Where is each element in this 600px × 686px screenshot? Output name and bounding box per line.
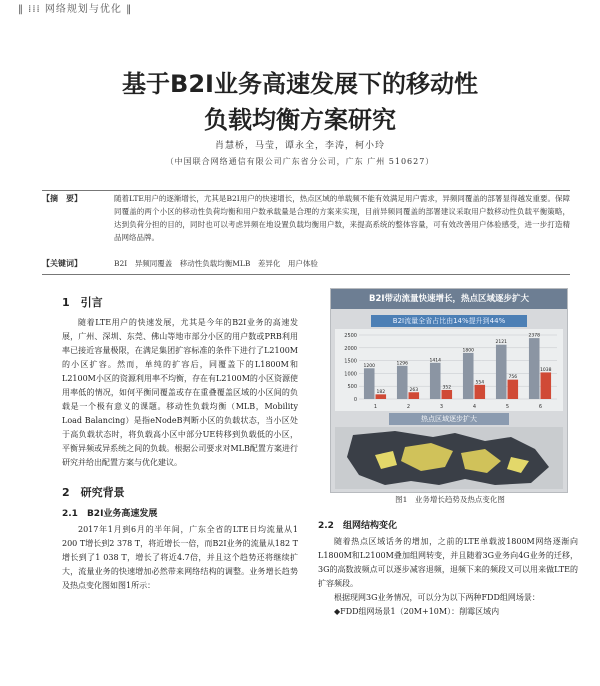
hotspot-map bbox=[335, 427, 563, 489]
section-2-1-paragraph: 2017年1月到6月的半年间，广东全省的LTE日均流量从1 200 T增长到2 378 T，将近增长一倍，而B2I业务的流量从182 T增长到了1 038 T，增长了将近4.7倍，并且这个趋势还将继续扩大，流量业务的快速增加必然带来网络结构的调整。业务增长趋势及热点变化图如图1所示： bbox=[62, 525, 298, 590]
section-2-2-paragraph-2: 根据现网3G业务情况，可以分为以下两种FDD组网场景： bbox=[334, 593, 540, 602]
data-label: 756 bbox=[508, 375, 518, 381]
data-label: 1200 bbox=[363, 363, 375, 369]
y-tick-label: 1000 bbox=[344, 371, 357, 378]
section-1-paragraph: 随着LTE用户的快速发展，尤其是今年的B2I业务的高速发展，广州、深圳、东莞、佛山等地市部分小区的用户数或PRB利用率已接近容量极限，在满足集团扩容标准的条件下进行了L2100M的小区扩容。然而，单纯的扩容后，同覆盖下的L1800M和L2100M小区的资源利用率不均衡，存在有L2100M的小区资源使用率低的情况，如何平衡同覆盖或存在重叠覆盖区域的小区间的负载是一个极有意义的课题。移动性负载均衡（MLB，Mobility Load Balancing）是指eNodeB判断小区的负载状态，当小区处于高负载状态时，将负载高小区中部分UE转移到负载低的小区，平衡异频或异系统之间的负载。根据公司要求对MLB配置方案进行研究并给出配置方案与优化建议。 bbox=[62, 318, 298, 467]
keywords-label: 【关键词】 bbox=[42, 259, 82, 268]
bar-b2i bbox=[376, 394, 387, 399]
data-label: 2378 bbox=[528, 333, 540, 339]
bar-lte bbox=[430, 363, 441, 399]
figure-1 bbox=[330, 288, 568, 493]
bar-lte bbox=[397, 366, 408, 399]
data-label: 1800 bbox=[462, 348, 474, 354]
abstract-text: 随着LTE用户的逐渐增长，尤其是B2I用户的快速增长，热点区域的单载频不能有效满足用户需求，异频同覆盖的部署显得越发重要。保障同覆盖的两个小区的移动性负荷均衡和用户数承载量是合理的方案来实现，目前异频同覆盖的部署建议采取用户数移动性负载平衡策略，达到负荷分担的目的，同时也可以考虑异频在地设置负载均衡用户数，来提高系统的整体容量，可有效改善用户体验感受，进一步打造精品网络品牌。 bbox=[114, 194, 570, 242]
left-column bbox=[62, 290, 298, 593]
data-label: 263 bbox=[409, 387, 419, 393]
y-tick-label: 500 bbox=[347, 384, 357, 391]
paper-title-line2: 负载均衡方案研究 bbox=[204, 106, 396, 134]
abstract-top-divider bbox=[42, 190, 570, 191]
y-tick-label: 0 bbox=[353, 397, 357, 403]
abstract-label: 【摘 要】 bbox=[42, 194, 82, 203]
section-1-heading: 1 引言 bbox=[62, 296, 103, 309]
x-tick-label: 1 bbox=[373, 404, 378, 410]
bar-lte bbox=[463, 353, 474, 399]
data-label: 1414 bbox=[429, 358, 441, 364]
y-tick-label: 2500 bbox=[344, 333, 357, 339]
bar-b2i bbox=[508, 380, 519, 399]
data-label: 2121 bbox=[495, 340, 507, 346]
data-label: 182 bbox=[376, 389, 386, 395]
bar-b2i bbox=[409, 392, 420, 399]
authors: 肖慧桥，马莹，谭永全，李涛，柯小玲 bbox=[214, 141, 385, 151]
right-column bbox=[318, 514, 578, 619]
bar-b2i bbox=[475, 385, 486, 399]
bar-lte bbox=[496, 345, 507, 399]
data-label: 1296 bbox=[396, 361, 408, 367]
journal-header-tag: ‖ ⁞⁞⁞ 网络规划与优化 ‖ bbox=[18, 4, 133, 15]
section-2-2-heading: 2.2 组网结构变化 bbox=[318, 521, 397, 531]
abstract-block bbox=[42, 192, 570, 244]
bar-lte bbox=[529, 338, 540, 399]
bar-b2i bbox=[541, 372, 552, 399]
x-tick-label: 6 bbox=[538, 404, 543, 410]
x-tick-label: 5 bbox=[505, 404, 510, 410]
bar-b2i bbox=[442, 390, 453, 399]
x-tick-label: 2 bbox=[406, 404, 411, 410]
section-2-1-heading: 2.1 B2I业务高速发展 bbox=[62, 509, 158, 519]
keywords-block bbox=[42, 258, 570, 269]
x-tick-label: 3 bbox=[439, 404, 444, 410]
figure-caption: 图1 业务增长趋势及热点变化图 bbox=[395, 495, 505, 504]
section-2-heading: 2 研究背景 bbox=[62, 486, 125, 499]
traffic-bar-chart bbox=[335, 329, 563, 411]
section-2-2-bullet: ◆FDD组网场景1（20M+10M）：削霉区域内 bbox=[334, 607, 500, 616]
x-tick-label: 4 bbox=[472, 404, 477, 410]
bar-lte bbox=[364, 368, 375, 399]
y-tick-label: 1500 bbox=[344, 358, 357, 365]
figure-title: B2I带动流量快速增长，热点区域逐步扩大 bbox=[331, 289, 567, 309]
y-tick-label: 2000 bbox=[344, 345, 357, 352]
paper-title-line1: 基于B2I业务高速发展下的移动性 bbox=[122, 70, 478, 98]
affiliation: （中国联合网络通信有限公司广东省分公司，广东 广州 510627） bbox=[165, 157, 435, 166]
keywords-text: B2I 异频同覆盖 移动性负载均衡MLB 差异化 用户体验 bbox=[114, 259, 318, 268]
data-label: 1038 bbox=[540, 367, 552, 373]
abstract-bottom-divider bbox=[42, 274, 570, 275]
figure-subtitle: B2I流量全省占比由14%提升到44% bbox=[371, 315, 527, 327]
section-2-2-paragraph-1: 随着热点区域话务的增加，之前的LTE单载波1800M网络逐渐向L1800M和L2100M叠加组网转变，并且随着3G业务向4G业务的迁移，3G的高数波频点可以逐步减容退频，退频下来的频段又可以用来做LTE的扩容频段。 bbox=[318, 537, 578, 588]
data-label: 554 bbox=[475, 380, 485, 386]
data-label: 352 bbox=[442, 385, 452, 391]
map-label: 热点区域逐步扩大 bbox=[389, 413, 509, 425]
